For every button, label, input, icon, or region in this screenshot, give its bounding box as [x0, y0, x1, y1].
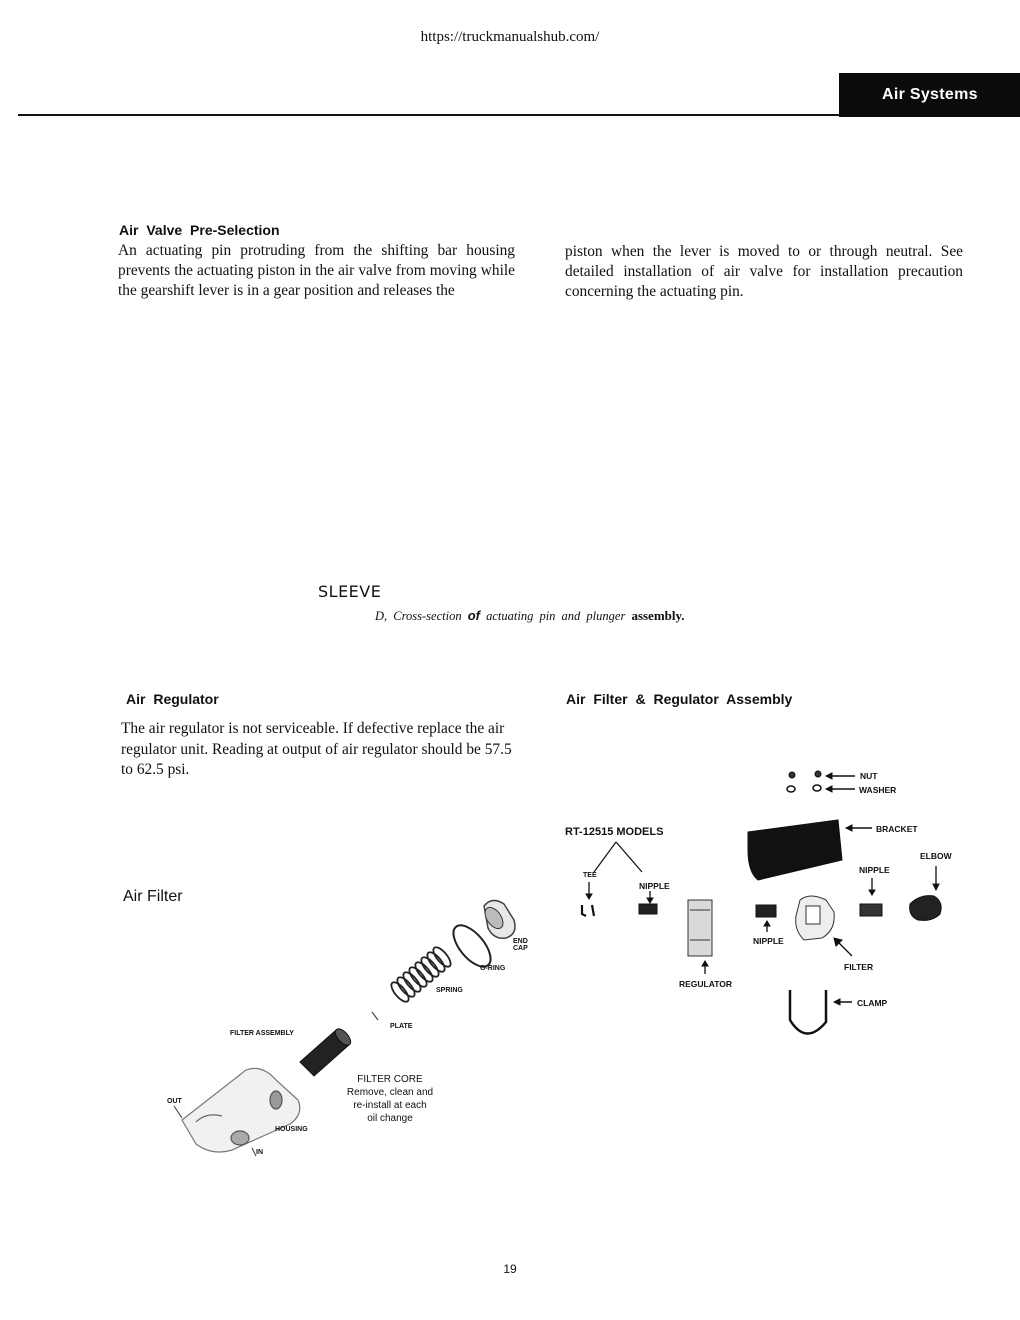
caption-middle: actuating pin and plunger: [486, 609, 626, 623]
core-note-line3: re-install at each: [353, 1100, 427, 1111]
sleeve-label: SLEEVE: [318, 582, 382, 601]
assembly-exploded-drawing: [582, 771, 941, 1034]
out-leader-line: [174, 1106, 182, 1118]
nipple-left-part: [639, 904, 657, 914]
filter-core-note: [330, 1073, 450, 1125]
nut-parts: [789, 771, 821, 778]
plate-part: [372, 1012, 378, 1020]
tee-branch-line: [594, 842, 616, 872]
elbow-label: ELBOW: [920, 851, 952, 861]
air-regulator-heading: Air Regulator: [126, 691, 219, 707]
filter-arrow: [838, 942, 852, 956]
filter-core-part: [300, 1026, 353, 1076]
cap-label: CAP: [513, 945, 528, 952]
clamp-label: CLAMP: [857, 998, 888, 1008]
source-url: https://truckmanualshub.com/: [420, 29, 600, 45]
clamp-part: [790, 990, 826, 1034]
nipple-branch-line: [616, 842, 642, 872]
spring-label: SPRING: [436, 987, 463, 994]
filter-label: FILTER: [844, 962, 874, 972]
caption-prefix: D, Cross-section: [375, 609, 462, 623]
nipple-top-part: [860, 904, 882, 916]
bracket-part: [748, 820, 842, 880]
tee-part: [582, 905, 594, 916]
regulator-part: [688, 900, 712, 956]
plate-label: PLATE: [390, 1023, 413, 1030]
nipple-mid-label: NIPPLE: [753, 936, 784, 946]
washer-parts: [787, 785, 821, 792]
end-cap-part: [481, 900, 515, 938]
page-number: 19: [503, 1262, 517, 1276]
housing-part: [182, 1068, 300, 1152]
nut-label: NUT: [860, 771, 878, 781]
washer-label: WASHER: [859, 785, 897, 795]
caption-bold: assembly.: [631, 608, 685, 623]
regulator-label: REGULATOR: [679, 979, 733, 989]
core-note-line4: oil change: [367, 1113, 413, 1124]
nipple-top-label: NIPPLE: [859, 865, 890, 875]
air-filter-title: Air Filter: [123, 888, 183, 905]
out-label: OUT: [167, 1098, 182, 1105]
filter-assembly-label: FILTER ASSEMBLY: [230, 1030, 294, 1037]
nipple-left-label: NIPPLE: [639, 881, 670, 891]
core-note-line2: Remove, clean and: [346, 1087, 434, 1098]
elbow-part: [910, 896, 941, 921]
preselection-text-col2: piston when the lever is moved to or through neutral. See detailed installation of air valve for installation precaution concerning the actuating pin.: [565, 243, 963, 300]
air-regulator-text: The air regulator is not serviceable. If defective replace the air regulator unit. Reading at output of air regulator should be 57.5 to 62.5 psi.: [121, 720, 512, 778]
preselection-heading: Air Valve Pre-Selection: [119, 222, 280, 238]
in-label: IN: [256, 1149, 263, 1156]
section-tab: Air Systems: [839, 73, 1020, 117]
tee-label: TEE: [583, 872, 597, 879]
housing-label: HOUSING: [275, 1126, 308, 1133]
models-label: RT-12515 MODELS: [565, 826, 664, 838]
end-label: END: [513, 938, 528, 945]
core-note-line1: FILTER CORE: [357, 1074, 423, 1085]
o-ring-label: O-RING: [480, 965, 506, 972]
nipple-mid-part: [756, 905, 776, 917]
caption-of: of: [467, 608, 480, 623]
preselection-text-col1: An actuating pin protruding from the shifting bar housing prevents the actuating piston in the air valve from moving while the gearshift lever is in a gear position and releases the: [118, 242, 515, 299]
spring-part: [388, 945, 453, 1005]
bracket-label: BRACKET: [876, 824, 918, 834]
assembly-heading: Air Filter & Regulator Assembly: [566, 691, 793, 707]
filter-body-part: [796, 896, 835, 940]
